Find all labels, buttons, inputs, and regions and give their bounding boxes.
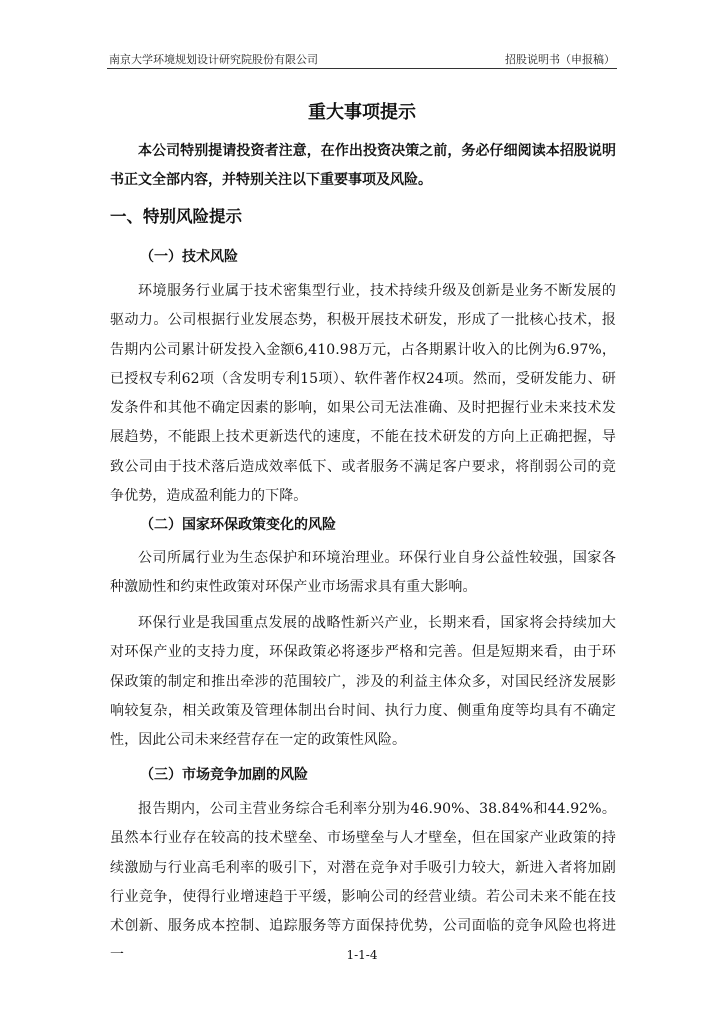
header-document-type: 招股说明书（申报稿） (505, 53, 615, 66)
paragraph-competition-risk: 报告期内，公司主营业务综合毛利率分别为46.90%、38.84%和44.92%。虽然本行业存在较高的技术壁垒、市场壁垒与人才壁垒，但在国家产业政策的持续激励与行业高毛利率的吸引下，对潜在竞争对手吸引力较大，新进入者将加剧行业竞争，使得行业增速趋于平缓，影响公司的经营业绩。若公司未来不能在技术创新、服务成本控制、追踪服务等方面保持优势，公司面临的竞争风险也将进一 (110, 801, 616, 964)
section-heading-special-risks: 一、特别风险提示 (110, 207, 242, 226)
page-title: 重大事项提示 (308, 102, 416, 123)
subheading-technology-risk: （一）技术风险 (140, 249, 238, 265)
header-company-name: 南京大学环境规划设计研究院股份有限公司 (109, 53, 318, 66)
subheading-competition-risk: （三）市场竞争加剧的风险 (140, 767, 308, 783)
page-header (107, 50, 617, 68)
paragraph-policy-risk-2: 环保行业是我国重点发展的战略性新兴产业，长期来看，国家将会持续加大对环保产业的支持力度，环保政策必将逐步严格和完善。但是短期来看，由于环保政策的制定和推出牵涉的范围较广，涉及的利益主体众多，对国民经济发展影响较复杂，相关政策及管理体制出台时间、执行力度、侧重角度等均具有不确定性，因此公司未来经营存在一定的政策性风险。 (110, 615, 616, 749)
paragraph-policy-risk-1: 公司所属行业为生态保护和环境治理业。环保行业自身公益性较强，国家各种激励性和约束性政策对环保产业市场需求具有重大影响。 (110, 550, 616, 596)
page-number: 1-1-4 (346, 948, 378, 962)
header-divider (107, 68, 617, 69)
investor-notice: 本公司特别提请投资者注意，在作出投资决策之前，务必仔细阅读本招股说明书正文全部内容，并特别关注以下重要事项及风险。 (110, 143, 616, 188)
paragraph-technology-risk: 环境服务行业属于技术密集型行业，技术持续升级及创新是业务不断发展的驱动力。公司根据行业发展态势，积极开展技术研发，形成了一批核心技术，报告期内公司累计研发投入金额6,410.98万元，占各期累计收入的比例为6.97%，已授权专利62项（含发明专利15项）、软件著作权24项。然而，受研发能力、研发条件和其他不确定因素的影响，如果公司无法准确、及时把握行业未来技术发展趋势，不能跟上技术更新迭代的速度，不能在技术研发的方向上正确把握，导致公司由于技术落后造成效率低下、或者服务不满足客户要求，将削弱公司的竞争优势，造成盈利能力的下降。 (110, 283, 616, 505)
subheading-policy-risk: （二）国家环保政策变化的风险 (140, 517, 336, 533)
